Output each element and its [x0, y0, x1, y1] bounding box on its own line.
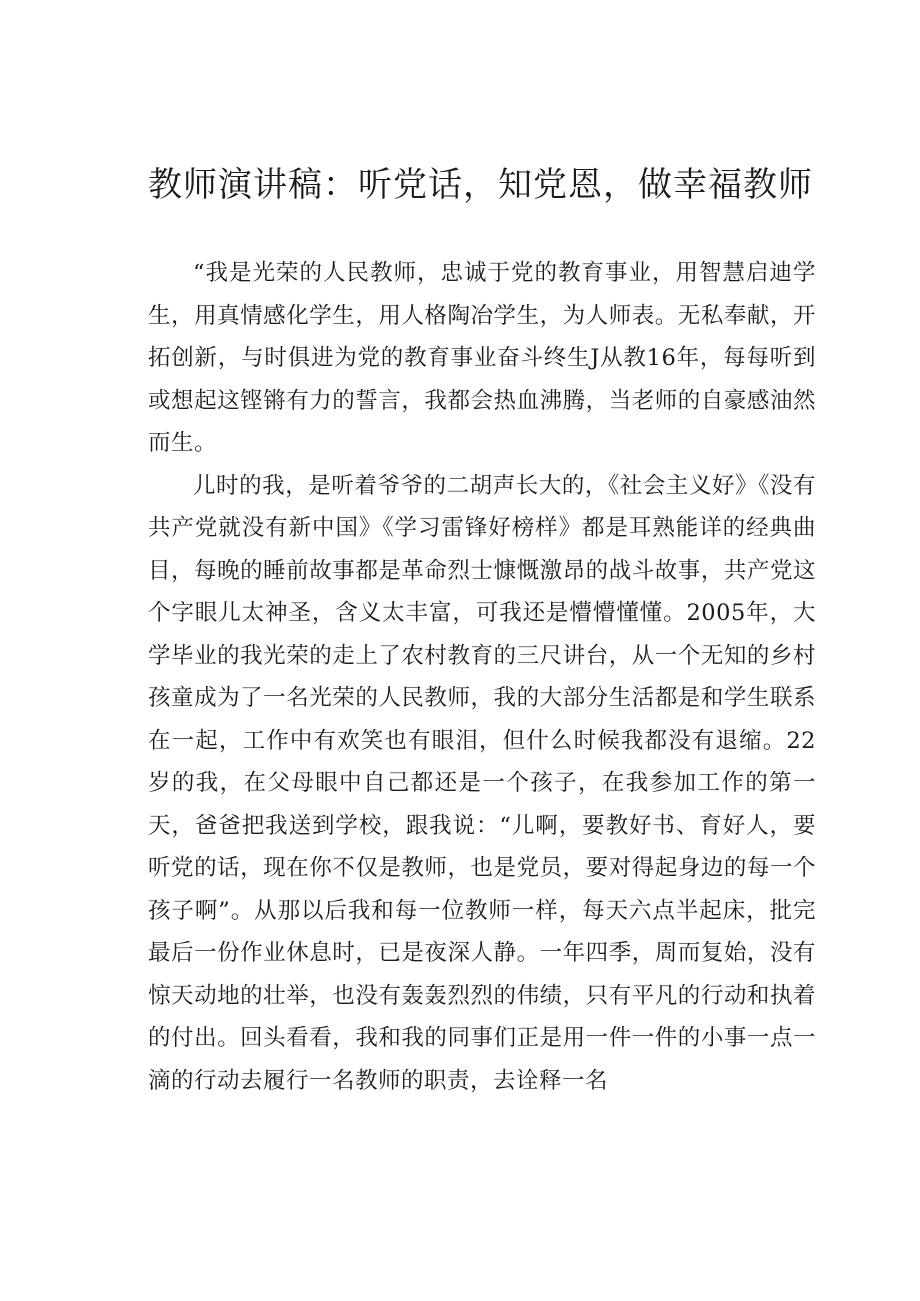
document-title: 教师演讲稿：听党话，知党恩，做幸福教师	[148, 165, 813, 205]
document-body	[148, 252, 816, 1102]
paragraph-2: 儿时的我，是听着爷爷的二胡声长大的，《社会主义好》《没有共产党就没有新中国》《学习雷锋好榜样》都是耳熟能详的经典曲目，每晚的睡前故事都是革命烈士慷慨激昂的战斗故事，共产党这个字眼儿太神圣，含义太丰富，可我还是懵懵懂懂。2005年，大学毕业的我光荣的走上了农村教育的三尺讲台，从一个无知的乡村孩童成为了一名光荣的人民教师，我的大部分生活都是和学生联系在一起，工作中有欢笑也有眼泪，但什么时候我都没有退缩。22岁的我，在父母眼中自己都还是一个孩子，在我参加工作的第一天，爸爸把我送到学校，跟我说：“儿啊，要教好书、育好人，要听党的话，现在你不仅是教师，也是党员，要对得起身边的每一个孩子啊”。从那以后我和每一位教师一样，每天六点半起床，批完最后一份作业休息时，已是夜深人静。一年四季，周而复始，没有惊天动地的壮举，也没有轰轰烈烈的伟绩，只有平凡的行动和执着的付出。回头看看，我和我的同事们正是用一件一件的小事一点一滴的行动去履行一名教师的职责，去诠释一名	[148, 472, 816, 1094]
paragraph-1: “我是光荣的人民教师，忠诚于党的教育事业，用智慧启迪学生，用真情感化学生，用人格陶冶学生，为人师表。无私奉献，开拓创新，与时俱进为党的教育事业奋斗终生J从教16年，每每听到或想起这铿锵有力的誓言，我都会热血沸腾，当老师的自豪感油然而生。	[148, 260, 816, 456]
